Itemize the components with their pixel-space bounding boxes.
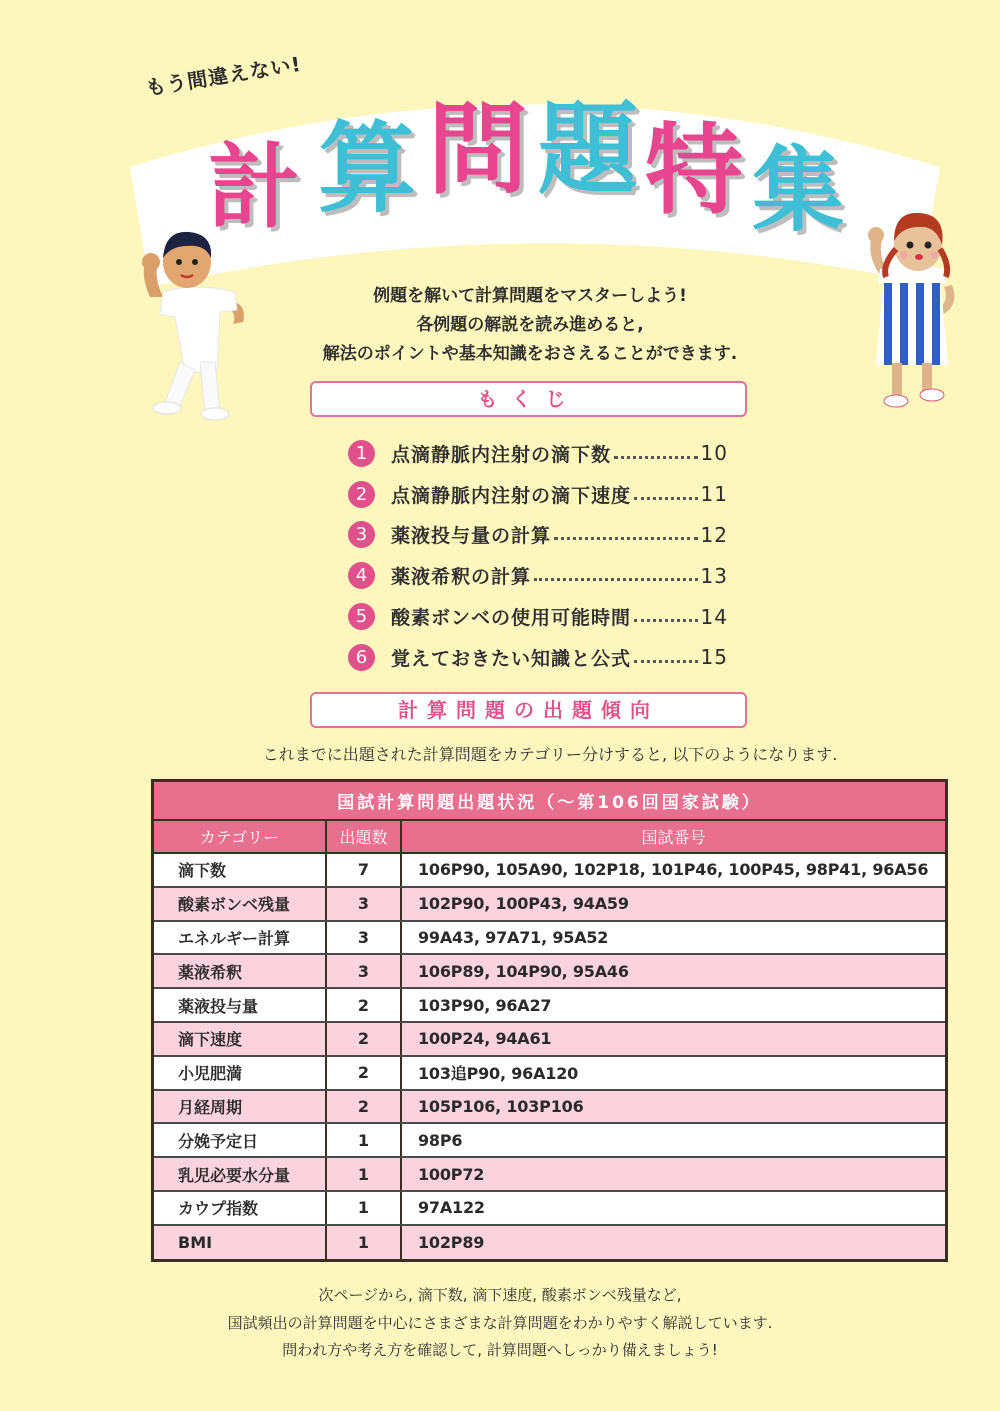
cell-count: 2 [326, 1056, 401, 1090]
cell-category: 小児肥満 [154, 1056, 326, 1090]
cell-category: 酸素ボンベ残量 [154, 887, 326, 921]
cell-ids: 102P89 [401, 1225, 945, 1259]
banner-tagline: もう間違えない! [144, 51, 304, 101]
cell-ids: 103P90, 96A27 [401, 988, 945, 1022]
toc-item-2[interactable] [348, 474, 728, 515]
column-header-ids: 国試番号 [401, 820, 945, 853]
closing-text [150, 1282, 850, 1365]
cell-ids: 106P89, 104P90, 95A46 [401, 954, 945, 988]
cell-category: 滴下速度 [154, 1022, 326, 1056]
toc-item-title: 薬液投与量の計算 [391, 525, 552, 548]
toc-page-number: 15 [700, 645, 728, 670]
toc-number-badge: 5 [348, 603, 375, 630]
table-row [154, 1157, 945, 1191]
cell-count: 1 [326, 1225, 401, 1259]
toc-leader-dots [614, 456, 698, 459]
toc-page-number: 14 [700, 604, 728, 629]
title-char-4: 題 [538, 91, 638, 208]
cell-ids: 97A122 [401, 1191, 945, 1225]
title-char-1: 計 [208, 134, 301, 241]
cell-ids: 106P90, 105A90, 102P18, 101P46, 100P45, 98P41, 96A56 [401, 853, 945, 887]
column-header-count: 出題数 [326, 820, 401, 853]
cell-category: エネルギー計算 [154, 921, 326, 955]
trend-heading: 計算問題の出題傾向 [310, 692, 747, 728]
cell-category: 薬液投与量 [154, 988, 326, 1022]
intro-line-1: 例題を解いて計算問題をマスターしよう! [373, 286, 687, 306]
title-char-3: 問 [428, 91, 528, 208]
cell-count: 7 [326, 853, 401, 887]
toc-item-3[interactable] [348, 515, 728, 556]
toc-item-5[interactable] [348, 596, 728, 637]
cell-category: 滴下数 [154, 853, 326, 887]
toc-heading: もくじ [310, 381, 747, 417]
toc-leader-dots [554, 537, 698, 540]
intro-text [250, 282, 810, 369]
cell-count: 3 [326, 887, 401, 921]
cell-category: 乳児必要水分量 [154, 1157, 326, 1191]
table-row [154, 1123, 945, 1157]
toc-item-4[interactable] [348, 555, 728, 596]
closing-line-3: 問われ方や考え方を確認して, 計算問題へしっかり備えましょう! [282, 1341, 718, 1359]
toc-number-badge: 2 [348, 481, 375, 508]
title-char-2: 算 [318, 112, 417, 226]
toc-number-badge: 3 [348, 521, 375, 548]
table-row [154, 954, 945, 988]
cell-category: 薬液希釈 [154, 954, 326, 988]
toc-item-1[interactable] [348, 433, 728, 474]
cell-count: 2 [326, 988, 401, 1022]
cell-category: 月経周期 [154, 1090, 326, 1124]
toc-item-title: 酸素ボンベの使用可能時間 [391, 607, 632, 630]
toc-item-title: 薬液希釈の計算 [391, 566, 532, 589]
cell-ids: 100P72 [401, 1157, 945, 1191]
cell-ids: 100P24, 94A61 [401, 1022, 945, 1056]
male-nurse-figure [125, 222, 265, 422]
cell-category: BMI [154, 1225, 326, 1259]
toc-list [348, 433, 728, 678]
trend-lead-text: これまでに出題された計算問題をカテゴリー分けすると, 以下のようになります. [262, 745, 838, 764]
cell-count: 1 [326, 1123, 401, 1157]
cell-count: 2 [326, 1090, 401, 1124]
closing-line-2: 国試頻出の計算問題を中心にさまざまな計算問題をわかりやすく解説しています. [227, 1313, 773, 1332]
toc-leader-dots [534, 578, 698, 581]
table-row [154, 1191, 945, 1225]
cell-ids: 103追P90, 96A120 [401, 1056, 945, 1090]
table-caption: 国試計算問題出題状況（～第106回国家試験） [154, 782, 945, 820]
closing-line-1: 次ページから, 滴下数, 滴下速度, 酸素ボンベ残量など, [318, 1286, 682, 1304]
intro-line-2: 各例題の解説を読み進めると, [416, 315, 644, 335]
toc-leader-dots [634, 497, 698, 500]
intro-line-3: 解法のポイントや基本知識をおさえることができます. [322, 344, 738, 364]
toc-number-badge: 4 [348, 562, 375, 589]
cell-count: 2 [326, 1022, 401, 1056]
column-header-category: カテゴリー [154, 820, 326, 853]
title-char-6: 集 [752, 137, 845, 244]
table-row [154, 853, 945, 887]
title-char-5: 特 [645, 114, 744, 228]
toc-item-title: 点滴静脈内注射の滴下数 [391, 443, 612, 466]
toc-page-number: 12 [700, 522, 728, 547]
toc-item-title: 覚えておきたい知識と公式 [391, 647, 632, 670]
toc-page-number: 11 [700, 482, 728, 507]
toc-item-6[interactable] [348, 637, 728, 678]
toc-number-badge: 1 [348, 440, 375, 467]
toc-leader-dots [634, 660, 698, 663]
table-row [154, 1225, 945, 1259]
table-row [154, 1022, 945, 1056]
cell-count: 3 [326, 954, 401, 988]
cell-count: 1 [326, 1191, 401, 1225]
toc-item-title: 点滴静脈内注射の滴下速度 [391, 484, 632, 507]
cell-ids: 102P90, 100P43, 94A59 [401, 887, 945, 921]
cell-ids: 98P6 [401, 1123, 945, 1157]
toc-page-number: 10 [700, 441, 728, 466]
female-nurse-figure [852, 205, 972, 415]
cell-ids: 105P106, 103P106 [401, 1090, 945, 1124]
cell-ids: 99A43, 97A71, 95A52 [401, 921, 945, 955]
table-row [154, 1056, 945, 1090]
cell-count: 3 [326, 921, 401, 955]
table-row [154, 921, 945, 955]
banner-title [0, 0, 1000, 260]
toc-leader-dots [634, 619, 698, 622]
table-row [154, 1090, 945, 1124]
table-row [154, 988, 945, 1022]
toc-number-badge: 6 [348, 644, 375, 671]
cell-category: カウプ指数 [154, 1191, 326, 1225]
cell-count: 1 [326, 1157, 401, 1191]
table-row [154, 887, 945, 921]
exam-stats-table [151, 779, 948, 1262]
toc-page-number: 13 [700, 563, 728, 588]
cell-category: 分娩予定日 [154, 1123, 326, 1157]
